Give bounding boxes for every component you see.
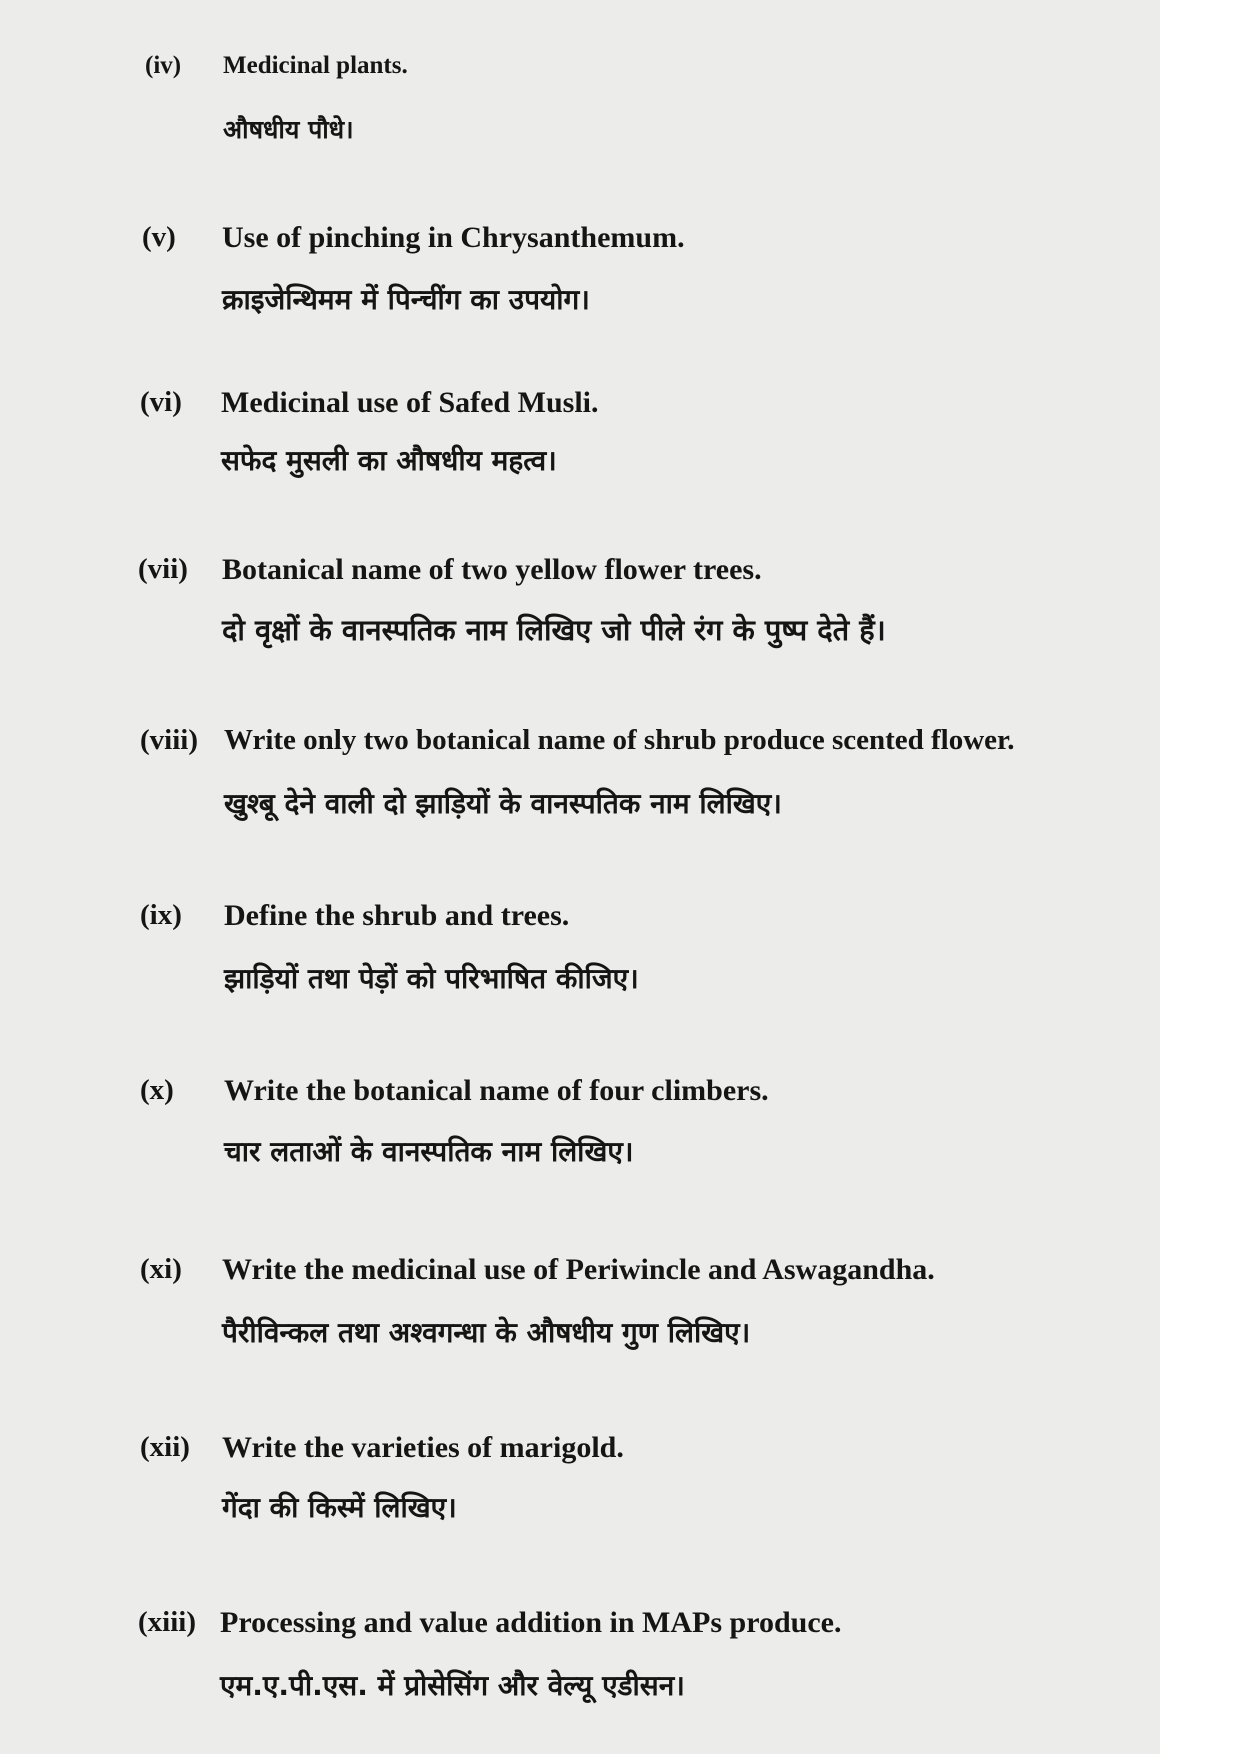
question-text-english: Write only two botanical name of shrub produce scented flower. [224, 724, 1015, 756]
question-number: (x) [140, 1074, 174, 1106]
question-text-hindi: क्राइजेन्थिमम में पिन्चींग का उपयोग। [222, 283, 590, 316]
question-text-english: Use of pinching in Chrysanthemum. [222, 221, 685, 254]
question-text-hindi: सफेद मुसली का औषधीय महत्व। [221, 444, 557, 477]
question-text-english: Medicinal plants. [223, 52, 408, 79]
question-text-english: Processing and value addition in MAPs produce. [220, 1606, 842, 1639]
question-text-hindi: औषधीय पौधे। [223, 115, 354, 144]
question-text-hindi: गेंदा की किस्में लिखिए। [222, 1491, 457, 1524]
question-text-hindi: चार लताओं के वानस्पतिक नाम लिखिए। [224, 1135, 634, 1168]
question-number: (viii) [140, 724, 198, 756]
question-number: (vii) [138, 553, 188, 585]
question-number: (xi) [140, 1253, 182, 1285]
question-text-english: Write the medicinal use of Periwincle and Aswagandha. [222, 1253, 935, 1286]
question-text-hindi: पैरीविन्कल तथा अश्वगन्धा के औषधीय गुण लिखिए। [222, 1316, 751, 1349]
question-text-hindi: एम.ए.पी.एस. में प्रोसेसिंग और वेल्यू एडीसन। [220, 1669, 685, 1702]
question-text-hindi: खुश्बू देने वाली दो झाड़ियों के वानस्पतिक नाम लिखिए। [224, 787, 782, 820]
question-number: (vi) [140, 386, 182, 418]
question-text-english: Medicinal use of Safed Musli. [221, 386, 599, 419]
question-number: (xii) [140, 1431, 190, 1463]
question-text-hindi: झाड़ियों तथा पेड़ों को परिभाषित कीजिए। [224, 962, 639, 995]
page-margin [1160, 0, 1241, 1754]
question-number: (v) [142, 221, 176, 253]
question-text-english: Define the shrub and trees. [224, 899, 570, 932]
question-text-english: Write the varieties of marigold. [222, 1431, 624, 1464]
question-text-english: Botanical name of two yellow flower trees. [222, 553, 762, 586]
question-number: (ix) [140, 899, 182, 931]
question-text-hindi: दो वृक्षों के वानस्पतिक नाम लिखिए जो पीले रंग के पुष्प देते हैं। [222, 613, 886, 647]
question-number: (xiii) [138, 1606, 196, 1638]
question-text-english: Write the botanical name of four climbers. [224, 1074, 769, 1107]
question-number: (iv) [145, 52, 182, 79]
